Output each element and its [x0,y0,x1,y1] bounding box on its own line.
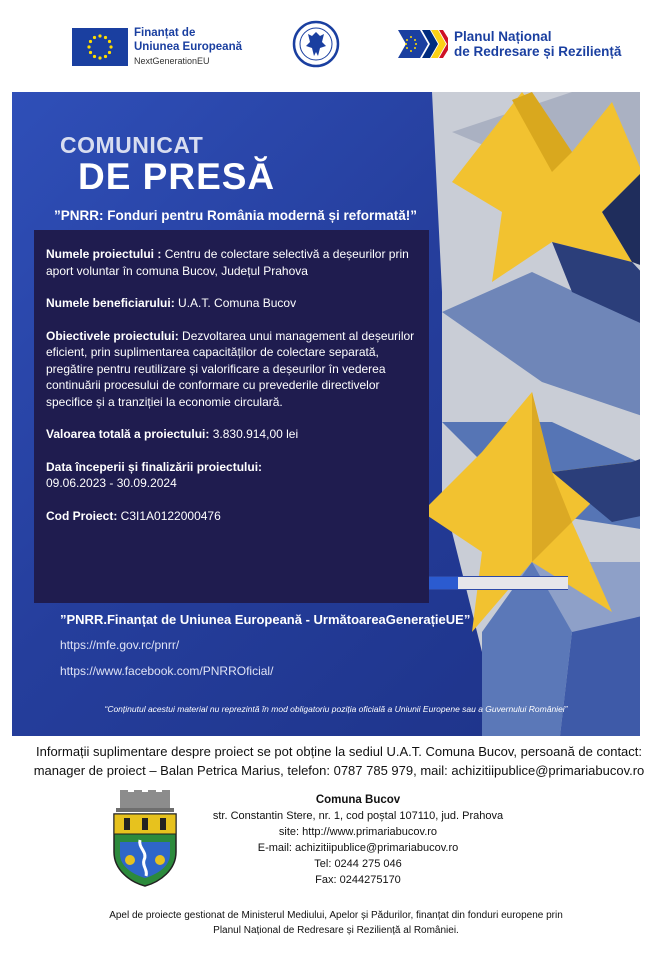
funding-call-line2: Planul Național de Redresare și Reziliență al României. [213,925,459,936]
funding-call-line1: Apel de proiecte gestionat de Ministerul Mediului, Apelor și Pădurilor, finanțat din fonduri europene prin [109,910,563,921]
facebook-link[interactable]: https://www.facebook.com/PNRROficial/ [60,664,274,678]
fax: Fax: 0244275170 [315,874,401,886]
telephone: Tel: 0244 275 046 [314,858,402,870]
objectives-value: Dezvoltarea unui management al deșeurilor eficient, prin suplimentarea capacităților de colectare separată, pregătire pentru reutilizare și valorificare a deșeurilor în vederea continuării procesului de conformare cu prevederile directivelor specifice și a tranziției la economie circulară. [46,328,415,409]
header-logos [0,18,672,78]
beneficiary-label: Numele beneficiarului: [46,296,175,310]
website[interactable]: site: http://www.primariabucov.ro [278,826,438,838]
objectives [46,328,417,411]
email[interactable]: E-mail: achizitiipublice@primariabucov.ro [257,842,459,854]
pnrr-logo-line1: Planul Național [454,29,552,44]
funding-call-note [40,908,632,938]
project-code-label: Cod Proiect: [46,508,118,523]
mfe-link[interactable]: https://mfe.gov.rc/pnrr/ [60,638,180,652]
eu-funding-motto: ”PNRR.Finanțat de Uniunea Europeană - UrmătoareaGenerațieUE” [60,612,471,627]
pnrr-motto: ”PNRR: Fonduri pentru România modernă și reformată!” [54,208,418,223]
total-value-label: Valoarea totală a proiectului: [46,427,210,441]
street-address: str. Constantin Stere, nr. 1, cod poștal 107110, jud. Prahova [212,810,504,822]
total-value-amount: 3.830.914,00 lei [209,427,299,441]
project-dates-label: Data începerii și finalizării proiectului: [46,459,263,474]
contact-line2: manager de proiect – Balan Petrica Marius, telefon: 0787 785 979, mail: achizitiipublice@primariabucov.ro [33,763,645,778]
pnrr-flag-icon [398,28,448,60]
project-code [46,508,417,525]
pnrr-logo-line2: de Redresare și Reziliență [454,44,622,59]
bucov-coat-of-arms-icon [110,790,180,888]
de-presa-heading: DE PRESĂ [78,156,276,197]
project-name-label: Numele proiectului : [46,247,162,261]
beneficiary [46,295,417,312]
town-hall-address [200,792,516,888]
eu-logo-line1: Finanțat de [134,27,196,39]
town-name: Comuna Bucov [315,794,401,806]
beneficiary-value: U.A.T. Comuna Bucov [174,296,297,310]
eu-logo-line2: Uniunea Europeană [134,41,242,53]
project-name [46,246,417,279]
project-info-box [34,230,429,603]
disclaimer: “Conținutul acestui material nu reprezintă în mod obligatoriu poziția oficială a Uniunii Europene sau a Guvernului României” [104,704,568,714]
eu-flag-icon [72,28,128,66]
eu-funding-logo [72,26,242,68]
objectives-label: Obiectivele proiectului: [46,328,179,343]
project-code-value: C3I1A0122000476 [117,508,221,523]
romanian-government-seal-icon [292,20,340,68]
total-value [46,426,417,443]
contact-info [14,742,664,780]
eu-logo-line3: NextGenerationEU [134,56,210,66]
project-dates [46,459,417,492]
comunicat-heading: COMUNICAT [60,132,204,158]
project-name-value: Centru de colectare selectivă a deșeurilor prin aport voluntar în comuna Bucov, Județul Prahova [46,247,409,278]
press-release-poster [12,92,660,736]
contact-line1: Informații suplimentare despre proiect se pot obține la sediul U.A.T. Comuna Bucov, persoană de contact: [35,744,643,759]
pnrr-logo [398,28,621,60]
project-dates-value: 09.06.2023 - 30.09.2024 [46,476,177,490]
